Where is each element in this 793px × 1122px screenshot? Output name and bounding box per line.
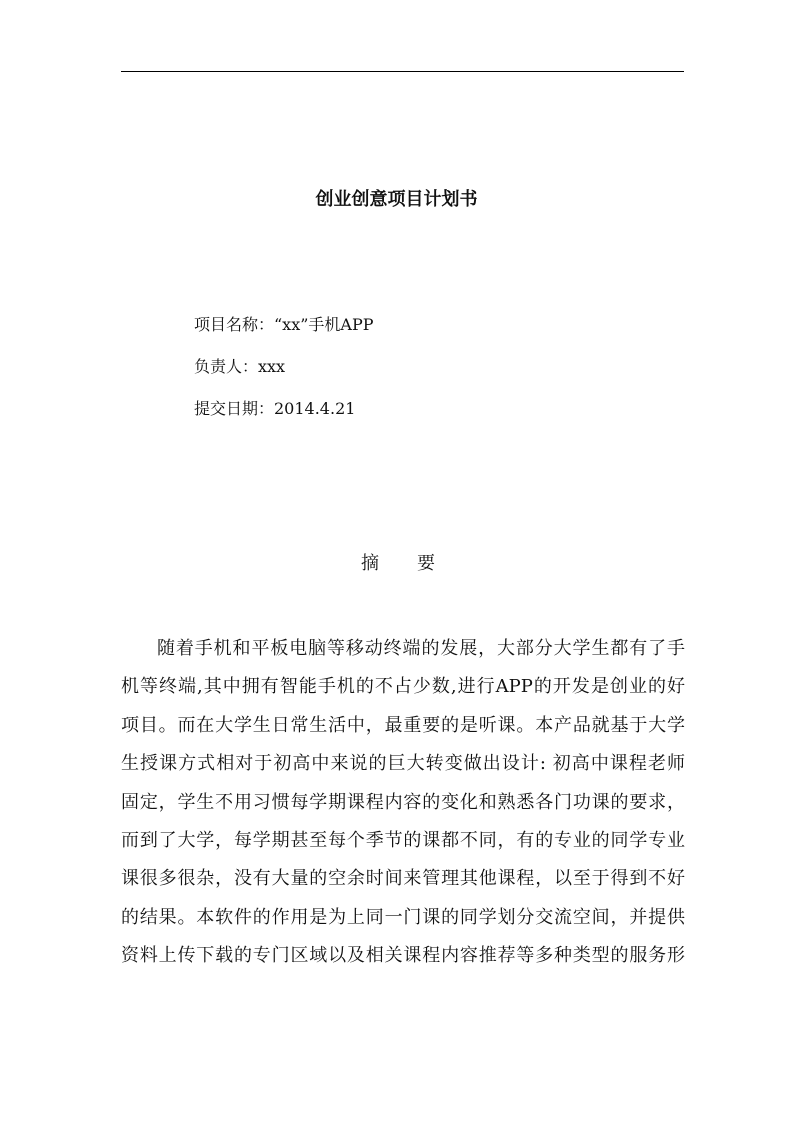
abstract-line: 固定，学生不用习惯每学期课程内容的变化和熟悉各门功课的要求， [121,791,685,813]
abstract-line: 资料上传下载的专门区域以及相关课程内容推荐等多种类型的服务形 [121,945,685,967]
document-title: 创业创意项目计划书 [315,189,478,210]
abstract-line: 而到了大学，每学期甚至每个季节的课都不同，有的专业的同学专业 [121,829,685,851]
abstract-line: 随着手机和平板电脑等移动终端的发展，大部分大学生都有了手 [157,638,685,659]
abstract-line: 生授课方式相对于初高中来说的巨大转变做出设计: 初高中课程老师 [121,753,685,775]
abstract-line: 课很多很杂，没有大量的空余时间来管理其他课程，以至于得到不好 [121,868,685,890]
abstract-heading [361,551,435,577]
abstract-line: 项目。而在大学生日常生活中，最重要的是听课。本产品就基于大学 [121,714,685,736]
abstract-heading-part2: 要 [417,553,435,574]
header-rule [121,71,684,72]
abstract-line: 机等终端,其中拥有智能手机的不占少数,进行APP的开发是创业的好 [121,676,685,698]
submit-date-line: 提交日期：2014.4.21 [194,399,356,418]
abstract-paragraph [121,630,685,976]
abstract-heading-part1: 摘 [361,553,379,574]
project-name-line: 项目名称：“xx”手机APP [194,315,374,334]
abstract-line: 的结果。本软件的作用是为上同一门课的同学划分交流空间，并提供 [121,906,685,928]
owner-line: 负责人：xxx [194,357,286,376]
